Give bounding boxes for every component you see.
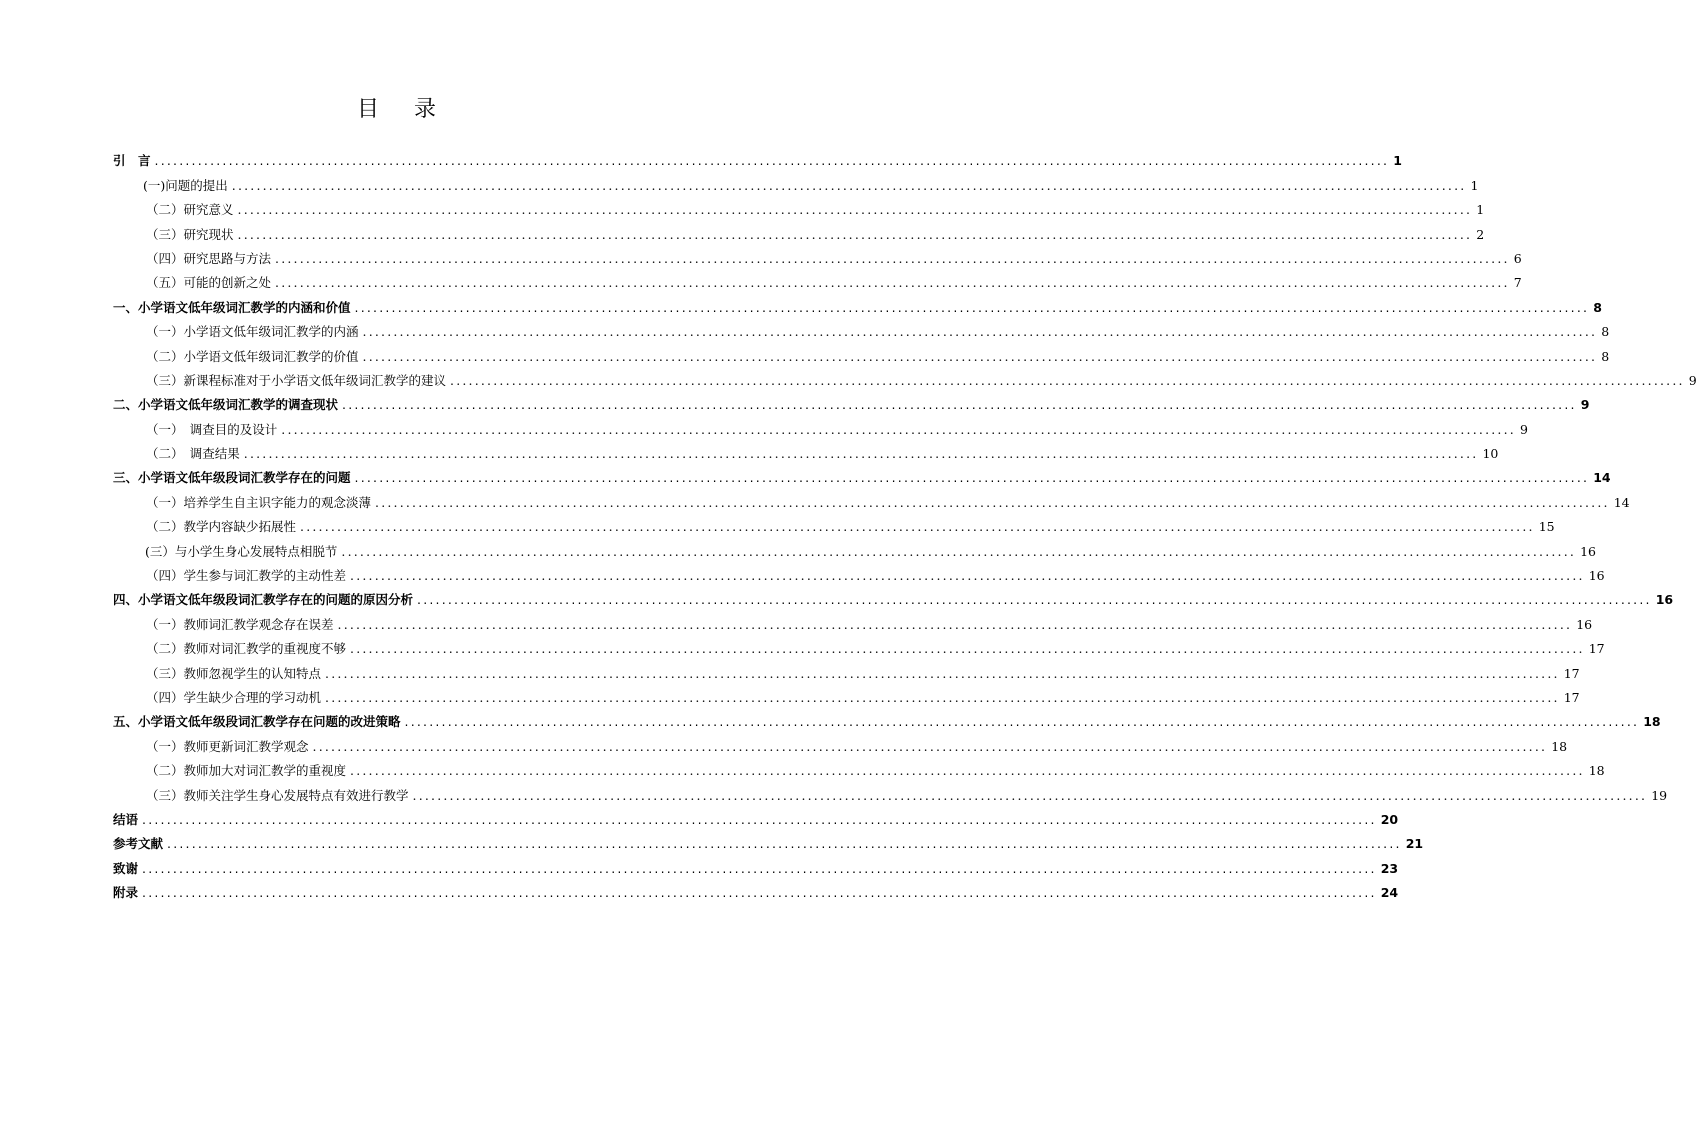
toc-entry[interactable] bbox=[113, 730, 1568, 754]
dot-leader: ........................................................................................................................................................................................................ bbox=[350, 641, 1585, 657]
toc-entry-label: （五）可能的创新之处 bbox=[146, 275, 272, 291]
dot-leader: ........................................................................................................................................................................................................ bbox=[312, 738, 1548, 754]
dot-leader: ........................................................................................................................................................................................................ bbox=[142, 811, 1377, 827]
toc-entry[interactable] bbox=[113, 657, 1580, 681]
toc-entry-label: （二）教师对词汇教学的重视度不够 bbox=[146, 641, 347, 657]
toc-entry[interactable] bbox=[113, 584, 1674, 608]
toc-entry-label: （一）教师更新词汇教学观念 bbox=[146, 738, 309, 754]
toc-entry[interactable] bbox=[113, 291, 1602, 315]
dot-leader: ........................................................................................................................................................................................................ bbox=[350, 568, 1585, 584]
toc-entry-label: (一)问题的提出 bbox=[143, 177, 228, 193]
dot-leader: ........................................................................................................................................................................................................ bbox=[417, 592, 1652, 608]
toc-entry[interactable] bbox=[113, 243, 1522, 267]
dot-leader: ........................................................................................................................................................................................................ bbox=[231, 177, 1467, 193]
toc-entry-label: （四）学生参与词汇教学的主动性差 bbox=[146, 568, 347, 584]
toc-entry[interactable] bbox=[113, 804, 1399, 828]
toc-entry-label: 引 言 bbox=[113, 153, 151, 169]
toc-entry[interactable] bbox=[113, 682, 1580, 706]
toc-entry-label: （二）研究意义 bbox=[146, 202, 234, 218]
toc-entry[interactable] bbox=[113, 706, 1661, 730]
toc-entry-label: （三）教师关注学生身心发展特点有效进行教学 bbox=[146, 787, 409, 803]
table-of-contents bbox=[113, 145, 1697, 901]
toc-entry[interactable] bbox=[113, 438, 1499, 462]
toc-entry-label: （四）研究思路与方法 bbox=[146, 250, 272, 266]
toc-entry-label: （二） 调查结果 bbox=[146, 446, 240, 462]
toc-entry[interactable] bbox=[113, 560, 1605, 584]
toc-entry-page: 18 bbox=[1588, 763, 1605, 779]
toc-entry-page: 8 bbox=[1601, 324, 1610, 340]
toc-entry[interactable] bbox=[113, 194, 1485, 218]
toc-entry[interactable] bbox=[113, 755, 1605, 779]
dot-leader: ........................................................................................................................................................................................................ bbox=[337, 616, 1573, 632]
toc-entry-page: 14 bbox=[1613, 494, 1630, 510]
toc-entry[interactable] bbox=[113, 852, 1399, 876]
dot-leader: ........................................................................................................................................................................................................ bbox=[142, 860, 1377, 876]
dot-leader: ........................................................................................................................................................................................................ bbox=[243, 446, 1479, 462]
dot-leader: ........................................................................................................................................................................................................ bbox=[404, 714, 1640, 730]
toc-entry[interactable] bbox=[113, 413, 1528, 437]
dot-leader: ........................................................................................................................................................................................................ bbox=[154, 153, 1390, 169]
toc-entry-label: (三）与小学生身心发展特点相脱节 bbox=[145, 543, 338, 559]
toc-entry[interactable] bbox=[113, 145, 1402, 169]
toc-entry[interactable] bbox=[113, 462, 1611, 486]
toc-entry-page: 24 bbox=[1380, 885, 1399, 901]
dot-leader: ........................................................................................................................................................................................................ bbox=[281, 421, 1516, 437]
dot-leader: ........................................................................................................................................................................................................ bbox=[412, 787, 1648, 803]
toc-entry-label: （一）培养学生自主识字能力的观念淡薄 bbox=[146, 494, 372, 510]
dot-leader: ........................................................................................................................................................................................................ bbox=[341, 543, 1577, 559]
dot-leader: ........................................................................................................................................................................................................ bbox=[354, 470, 1590, 486]
toc-entry-label: （三）研究现状 bbox=[146, 226, 234, 242]
toc-entry-page: 6 bbox=[1513, 250, 1522, 266]
dot-leader: ........................................................................................................................................................................................................ bbox=[237, 202, 1473, 218]
toc-entry-page: 16 bbox=[1588, 568, 1605, 584]
toc-entry-page: 7 bbox=[1513, 275, 1522, 291]
toc-entry-page: 17 bbox=[1563, 665, 1580, 681]
toc-entry-page: 17 bbox=[1588, 641, 1605, 657]
toc-entry-page: 1 bbox=[1393, 153, 1402, 169]
dot-leader: ........................................................................................................................................................................................................ bbox=[375, 494, 1610, 510]
dot-leader: ........................................................................................................................................................................................................ bbox=[325, 689, 1560, 705]
toc-entry-page: 23 bbox=[1380, 860, 1399, 876]
dot-leader: ........................................................................................................................................................................................................ bbox=[362, 348, 1598, 364]
toc-entry-page: 2 bbox=[1476, 226, 1485, 242]
toc-title: 目 录 bbox=[357, 97, 450, 122]
toc-entry-label: 五、小学语文低年级段词汇教学存在问题的改进策略 bbox=[113, 714, 401, 730]
toc-entry-page: 20 bbox=[1380, 811, 1399, 827]
toc-entry[interactable] bbox=[113, 316, 1610, 340]
dot-leader: ........................................................................................................................................................................................................ bbox=[300, 519, 1535, 535]
toc-entry-label: 参考文献 bbox=[113, 836, 164, 852]
toc-entry-page: 18 bbox=[1551, 738, 1568, 754]
toc-entry-page: 9 bbox=[1520, 421, 1528, 437]
toc-entry[interactable] bbox=[113, 633, 1605, 657]
toc-entry-page: 9 bbox=[1580, 397, 1590, 413]
toc-entry-label: （三）教师忽视学生的认知特点 bbox=[146, 665, 322, 681]
toc-entry-page: 19 bbox=[1651, 787, 1668, 803]
toc-entry-page: 1 bbox=[1476, 202, 1485, 218]
dot-leader: ........................................................................................................................................................................................................ bbox=[342, 397, 1577, 413]
toc-entry-page: 8 bbox=[1601, 348, 1610, 364]
toc-entry-page: 10 bbox=[1482, 446, 1499, 462]
toc-entry-page: 21 bbox=[1405, 836, 1424, 852]
toc-entry-label: 一、小学语文低年级词汇教学的内涵和价值 bbox=[113, 299, 351, 315]
toc-entry[interactable] bbox=[113, 779, 1668, 803]
toc-entry-page: 16 bbox=[1580, 543, 1596, 559]
toc-entry[interactable] bbox=[113, 389, 1590, 413]
toc-entry-label: 四、小学语文低年级段词汇教学存在的问题的原因分析 bbox=[113, 592, 414, 608]
toc-entry[interactable] bbox=[113, 267, 1522, 291]
dot-leader: ........................................................................................................................................................................................................ bbox=[237, 226, 1473, 242]
toc-entry-label: （一）小学语文低年级词汇教学的内涵 bbox=[146, 324, 359, 340]
dot-leader: ........................................................................................................................................................................................................ bbox=[142, 885, 1377, 901]
toc-entry[interactable] bbox=[113, 169, 1479, 193]
toc-entry[interactable] bbox=[113, 365, 1697, 389]
toc-entry[interactable] bbox=[113, 877, 1399, 901]
toc-entry-page: 9 bbox=[1688, 372, 1697, 388]
dot-leader: ........................................................................................................................................................................................................ bbox=[362, 324, 1598, 340]
toc-entry-label: （一） 调查目的及设计 bbox=[146, 421, 278, 437]
toc-entry-label: （二）小学语文低年级词汇教学的价值 bbox=[146, 348, 359, 364]
toc-entry-page: 15 bbox=[1538, 519, 1555, 535]
toc-entry-label: （一）教师词汇教学观念存在误差 bbox=[146, 616, 334, 632]
toc-entry-page: 18 bbox=[1643, 714, 1661, 730]
toc-entry-label: 附录 bbox=[113, 885, 139, 901]
dot-leader: ........................................................................................................................................................................................................ bbox=[275, 275, 1510, 291]
toc-entry-page: 16 bbox=[1576, 616, 1593, 632]
toc-entry-label: 二、小学语文低年级词汇教学的调查现状 bbox=[113, 397, 339, 413]
toc-entry[interactable] bbox=[113, 535, 1596, 559]
dot-leader: ........................................................................................................................................................................................................ bbox=[350, 763, 1585, 779]
toc-entry[interactable] bbox=[113, 828, 1424, 852]
toc-entry-label: 致谢 bbox=[113, 860, 139, 876]
toc-entry-label: （二）教师加大对词汇教学的重视度 bbox=[146, 763, 347, 779]
toc-entry[interactable] bbox=[113, 511, 1555, 535]
toc-entry-label: 结语 bbox=[113, 811, 139, 827]
toc-entry-label: 三、小学语文低年级段词汇教学存在的问题 bbox=[113, 470, 351, 486]
toc-entry[interactable] bbox=[113, 608, 1593, 632]
dot-leader: ........................................................................................................................................................................................................ bbox=[325, 665, 1560, 681]
toc-entry-page: 17 bbox=[1563, 689, 1580, 705]
toc-entry-page: 14 bbox=[1593, 470, 1611, 486]
dot-leader: ........................................................................................................................................................................................................ bbox=[167, 836, 1402, 852]
dot-leader: ........................................................................................................................................................................................................ bbox=[354, 299, 1590, 315]
toc-entry-page: 1 bbox=[1470, 177, 1479, 193]
toc-entry-page: 16 bbox=[1655, 592, 1674, 608]
toc-entry[interactable] bbox=[113, 218, 1485, 242]
toc-entry-label: （二）教学内容缺少拓展性 bbox=[146, 519, 297, 535]
toc-entry-label: （四）学生缺少合理的学习动机 bbox=[146, 689, 322, 705]
dot-leader: ........................................................................................................................................................................................................ bbox=[275, 250, 1510, 266]
toc-entry[interactable] bbox=[113, 486, 1630, 510]
toc-entry-page: 8 bbox=[1593, 299, 1602, 315]
toc-entry[interactable] bbox=[113, 340, 1610, 364]
toc-entry-label: （三）新课程标准对于小学语文低年级词汇教学的建议 bbox=[146, 372, 447, 388]
dot-leader: ........................................................................................................................................................................................................ bbox=[450, 372, 1685, 388]
